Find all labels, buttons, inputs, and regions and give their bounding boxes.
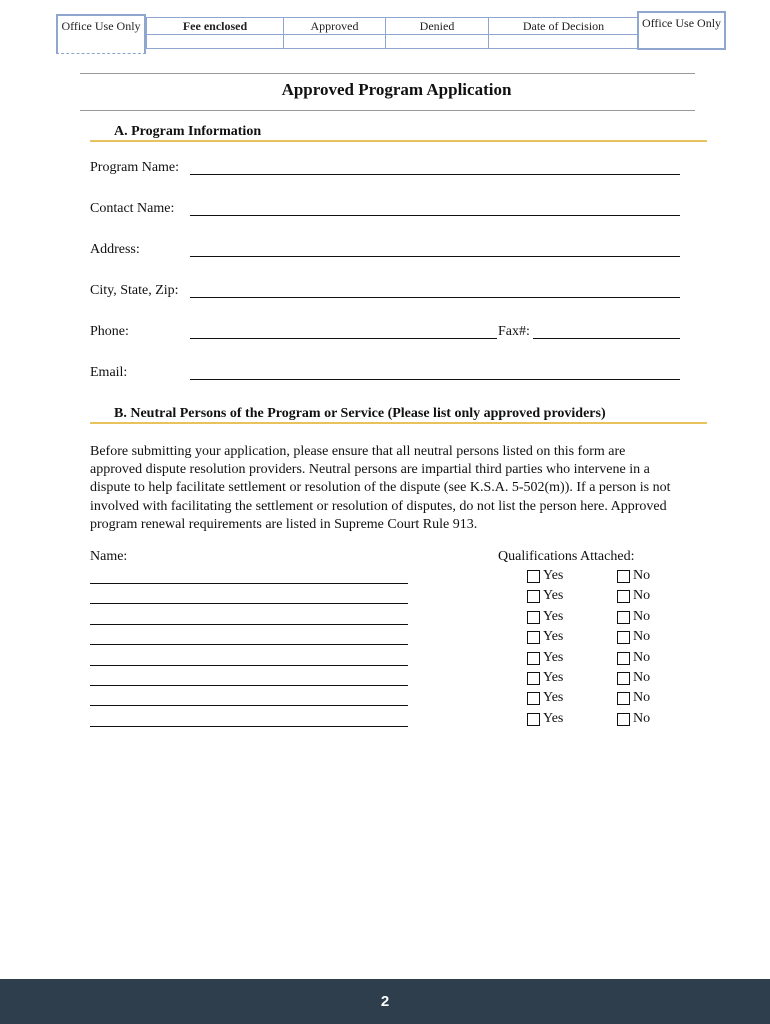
city-state-zip-field[interactable] [190,297,680,298]
qualifications-label: Qualifications Attached: [498,549,635,564]
city-state-zip-label: City, State, Zip: [90,283,179,298]
yes-label: Yes [543,608,564,624]
address-label: Address: [90,242,140,257]
yes-checkbox[interactable] [527,652,540,665]
neutral-person-name-field[interactable] [90,685,408,686]
fax-label: Fax#: [498,324,530,339]
office-use-label-right [637,11,726,50]
date-of-decision-cell[interactable] [489,35,639,49]
no-checkbox[interactable] [617,652,630,665]
yes-checkbox[interactable] [527,611,540,624]
contact-name-label: Contact Name: [90,201,175,216]
yes-label: Yes [543,710,564,726]
program-name-label: Program Name: [90,160,180,175]
yes-checkbox[interactable] [527,692,540,705]
section-b-rule [90,422,707,424]
fee-enclosed-cell[interactable] [147,35,284,49]
no-label: No [633,649,651,665]
no-checkbox[interactable] [617,692,630,705]
title-bottom-rule [80,110,695,111]
no-checkbox[interactable] [617,713,630,726]
section-a-heading: A. Program Information [114,124,262,139]
yes-label: Yes [543,670,564,685]
no-checkbox[interactable] [617,672,630,685]
neutral-person-name-field[interactable] [90,624,408,625]
address-field[interactable] [190,256,680,257]
contact-name-field[interactable] [190,215,680,216]
section-a-rule [90,140,707,142]
title-top-rule [80,73,695,74]
page-number: 2 [380,993,390,1010]
yes-checkbox[interactable] [527,672,540,685]
neutral-person-name-field[interactable] [90,665,408,666]
office-use-table [146,17,639,49]
no-label: No [633,568,651,583]
office-use-text-right: Office Use Only [641,16,722,30]
page-title: Approved Program Application [281,80,512,99]
denied-header: Denied [386,18,489,35]
neutral-person-name-field[interactable] [90,644,408,645]
yes-checkbox[interactable] [527,713,540,726]
neutral-person-name-field[interactable] [90,603,408,604]
no-label: No [633,690,651,706]
yes-checkbox[interactable] [527,570,540,583]
neutral-person-name-field[interactable] [90,583,408,584]
no-label: No [633,588,651,604]
fee-enclosed-header: Fee enclosed [147,18,284,35]
name-column-label: Name: [90,549,128,564]
yes-label: Yes [543,649,564,665]
approved-cell[interactable] [284,35,386,49]
no-label: No [633,608,651,624]
no-checkbox[interactable] [617,570,630,583]
no-checkbox[interactable] [617,631,630,644]
phone-field[interactable] [190,338,497,339]
no-label: No [633,670,651,685]
yes-label: Yes [543,690,564,706]
program-name-field[interactable] [190,174,680,175]
phone-label: Phone: [90,324,129,339]
instructions-paragraph: Before submitting your application, please ensure that all neutral persons listed on this form are approved dispute resolution providers. Neutral persons are impartial third parties who intervene in a dispute to help facilitate settlement or resolution of the dispute (see K.S.A. 5-502(m)). If a person is not involved with facilitating the settlement or resolution of disputes, do not list the person here. Approved program renewal requirements are listed in Supreme Court Rule 913. [90,444,671,532]
neutral-person-name-field[interactable] [90,726,408,727]
neutral-person-name-field[interactable] [90,705,408,706]
email-field[interactable] [190,379,680,380]
approved-header: Approved [284,18,386,35]
no-label: No [633,629,651,645]
no-checkbox[interactable] [617,590,630,603]
office-use-label-left [56,14,146,54]
section-b-heading: B. Neutral Persons of the Program or Service (Please list only approved providers) [114,406,606,421]
date-of-decision-header: Date of Decision [489,18,639,35]
no-label: No [633,710,651,726]
yes-label: Yes [543,568,564,583]
no-checkbox[interactable] [617,611,630,624]
email-label: Email: [90,365,128,380]
yes-checkbox[interactable] [527,631,540,644]
yes-checkbox[interactable] [527,590,540,603]
fax-field[interactable] [533,338,680,339]
office-use-text-left: Office Use Only [61,19,141,33]
yes-label: Yes [543,629,564,645]
yes-label: Yes [543,588,564,604]
denied-cell[interactable] [386,35,489,49]
